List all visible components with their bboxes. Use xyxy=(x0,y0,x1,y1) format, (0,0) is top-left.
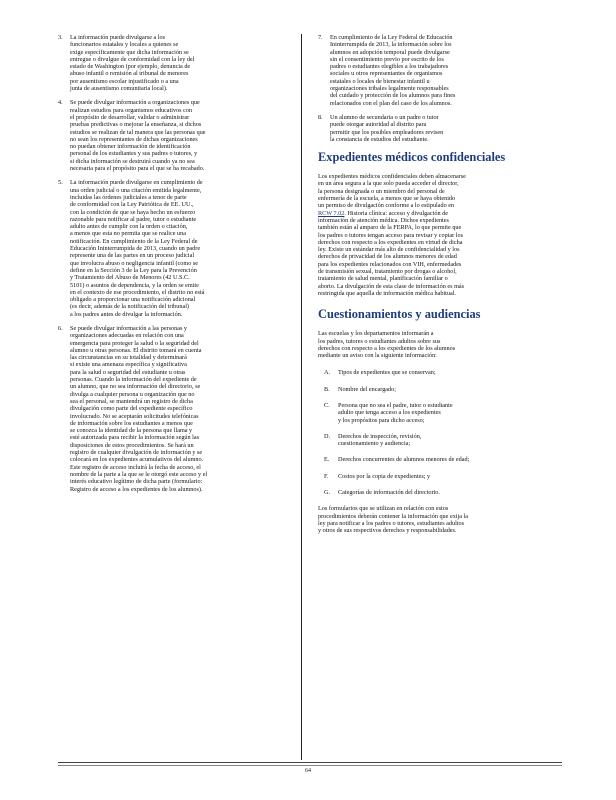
text-line: los padres o tutores tengan acceso para revisar y copiar los xyxy=(318,231,464,239)
text-line: y otros de sus respectivos derechos y responsabilidades. xyxy=(318,527,457,535)
lettered-item-text xyxy=(338,402,562,424)
text-line: ley para notificar a los padres o tutores, estudiantes adultos xyxy=(318,519,465,527)
text-line: derechos de privacidad de los alumnos menores de edad xyxy=(318,253,457,261)
text-line: a menos que esta no permita que se realice una xyxy=(70,230,186,238)
lettered-item-marker: E. xyxy=(324,456,330,464)
text-line: Se puede divulgar información a organizaciones que xyxy=(70,99,200,107)
text-line: aborto. La divulgación de esta clase de información es más xyxy=(318,282,465,290)
text-line: Educación Ininterrumpida de 2013, cuando un padre xyxy=(70,245,201,253)
text-line: sea el personal, se mantendrá un registro de dicha xyxy=(70,397,193,405)
text-line: en el contexto de ese procedimiento, el distrito no está xyxy=(70,288,205,296)
text-line: Los formularios que se utilizan en relación con estos xyxy=(318,505,449,513)
text-line: razonable para notificar al padre, tutor o estudiante xyxy=(70,215,197,223)
numbered-item xyxy=(58,325,286,493)
text-line: personas. Cuando la información del expediente de xyxy=(70,376,197,384)
text-line: relacionados con el plan del caso de los alumnos. xyxy=(330,99,452,107)
text-line: y los propósitos para dicho acceso; xyxy=(338,416,425,424)
text-line: sin el consentimiento previo por escrito de los xyxy=(330,55,444,63)
numbered-item-text xyxy=(70,325,286,493)
text-line: a los padres antes de divulgar la información. xyxy=(70,310,183,318)
text-line: derechos con respecto a los expedientes de los alumnos xyxy=(318,344,456,352)
lettered-item xyxy=(324,433,562,448)
numbered-item-marker: 8. xyxy=(318,113,323,121)
text-line: ley. Existe un estándar más alto de confidencialidad y los xyxy=(318,246,460,254)
text-line: exige específicamente que dicha información se xyxy=(70,48,189,56)
text-line: estado de Washington (por ejemplo, denuncia de xyxy=(70,63,191,71)
text-line: Registro de acceso a los expedientes de los alumnos). xyxy=(70,485,203,493)
medical-records-paragraph xyxy=(318,173,562,297)
numbered-item-marker: 6. xyxy=(58,324,63,332)
text-line: represente una de las partes en un proceso judicial xyxy=(70,252,195,260)
text-line: alumno u otras personas. El distrito tomará en cuenta xyxy=(70,346,202,354)
text-line: colocará en los expedientes acumulativos del alumno. xyxy=(70,456,204,464)
lettered-item-text xyxy=(338,473,562,480)
text-line: no puedan obtener información de identificación xyxy=(70,143,191,151)
text-line: incluidas las órdenes judiciales a tenor de parte xyxy=(70,193,187,201)
text-line: de conformidad con la Ley Patriótica de EE. UU., xyxy=(70,201,194,209)
text-line: padres o estudiantes elegibles a los trabajadores xyxy=(330,63,449,71)
text-line: restringida que aquella de información médica habitual. xyxy=(318,289,456,297)
text-line: obligado a proporcionar una notificación adicional xyxy=(70,296,196,304)
text-line: Nombre del encargado; xyxy=(338,385,396,393)
text-line: 5101) o asuntos de dependencia, y la orden se emite xyxy=(70,281,199,289)
section-heading-hearings: Cuestionamientos y audiencias xyxy=(318,307,481,322)
text-line: esté autorizada para recibir la información según las xyxy=(70,434,200,442)
text-line: realizan estudios para organismos educativos con xyxy=(70,106,193,114)
section-heading-medical-records: Expedientes médicos confidenciales xyxy=(318,150,506,165)
medical-link-line xyxy=(318,210,562,217)
text-line: enfermería de la escuela, a menos que se haya obtenido xyxy=(318,195,456,203)
text-line: alumnos en adopción temporal puede divulgarse xyxy=(330,48,450,56)
text-line: las circunstancias en su totalidad y determinará xyxy=(70,354,187,362)
text-line: un alumno, que no sea información del directorio, se xyxy=(70,383,201,391)
text-line: pruebas predictivas o mejorar la enseñanza, si dichos xyxy=(70,121,202,129)
text-line: divulga a cualquier persona u organización que no xyxy=(70,390,195,398)
text-line: Un alumno de secundaria o un padre o tutor xyxy=(330,113,439,121)
text-line: con la condición de que se haya hecho un esfuerzo xyxy=(70,208,196,216)
text-line: estudios se realizan de tal manera que las personas que xyxy=(70,128,206,136)
column-divider xyxy=(301,34,302,760)
text-line: En cumplimiento de la Ley Federal de Educación xyxy=(330,34,453,41)
numbered-item-marker: 4. xyxy=(58,99,63,107)
text-line: personal de los estudiantes y sus padres o tutores, y xyxy=(70,150,198,158)
numbered-item xyxy=(58,99,286,172)
lettered-item-marker: F. xyxy=(324,472,329,480)
text-line: Derechos concurrentes de alumnos menores de edad; xyxy=(338,456,470,464)
text-line: los padres, tutores o estudiantes adultos sobre sus xyxy=(318,337,441,345)
text-line: Las escuelas y los departamentos informarán a xyxy=(318,330,434,338)
left-column xyxy=(58,34,286,500)
text-line: (es decir, además de la notificación del tribunal) xyxy=(70,303,189,311)
text-line: una orden judicial o una citación emitida legalmente, xyxy=(70,186,202,194)
text-line: Tipos de expedientes que se conservan; xyxy=(338,369,436,377)
numbered-item xyxy=(58,34,286,92)
hearings-lettered-list xyxy=(324,369,562,496)
lettered-item xyxy=(324,369,562,376)
text-line: divulgación como parte del expediente específico xyxy=(70,405,193,413)
rcw-link[interactable]: RCW 7.02 xyxy=(318,209,345,217)
text-line: mediante un aviso con la siguiente información: xyxy=(318,352,437,360)
text-line: también están al amparo de la FERPA, lo que permite que xyxy=(318,224,462,232)
text-line: interés educativo legítimo de dicha parte (formulario: xyxy=(70,478,203,486)
medical-link-after-text: . Historia clínica: acceso y divulgación de xyxy=(344,209,448,217)
lettered-item-text xyxy=(338,369,562,376)
text-line: si existe una amenaza específica y significativa xyxy=(70,361,187,369)
medical-text-after-link xyxy=(318,217,562,297)
text-line: involucrado. No se aceptarán solicitudes telefónicas xyxy=(70,412,199,420)
text-line: Categorías de información del directorio. xyxy=(338,489,440,497)
text-line: el propósito de desarrollar, validar o administrar xyxy=(70,113,190,121)
text-line: define en la Sección 3 de la Ley para la Prevención xyxy=(70,266,197,274)
lettered-item xyxy=(324,456,562,463)
numbered-item xyxy=(58,179,286,318)
text-line: un permiso de divulgación conforme a lo estipulado en xyxy=(318,202,455,210)
text-line: La información puede divulgarse a los xyxy=(70,34,166,41)
text-line: adulto antes de cumplir con la orden o citación, xyxy=(70,223,188,231)
text-line: la persona designada o un miembro del personal de xyxy=(318,187,445,195)
text-line: y Tratamiento del Abuso de Menores (42 U.S.C. xyxy=(70,274,190,282)
text-line: procedimientos deberán contener la información que exija la xyxy=(318,512,468,520)
lettered-item-marker: G. xyxy=(324,489,331,497)
lettered-item-marker: A. xyxy=(324,369,331,377)
text-line: sociales u otros representantes de organismos xyxy=(330,70,443,78)
text-line: La información puede divulgarse en cumplimiento de xyxy=(70,179,203,187)
text-line: puede otorgar autoridad al distrito para xyxy=(330,121,427,129)
right-column xyxy=(318,34,562,545)
text-line: no sean los representantes de dichas organizaciones xyxy=(70,135,198,143)
text-line: junta de ausentismo comunitaria local). xyxy=(70,85,168,93)
text-line: nombre de la parte a la que se le otorgó este acceso y el xyxy=(70,470,208,478)
page-number: 64 xyxy=(305,768,311,774)
lettered-item xyxy=(324,489,562,496)
numbered-item-marker: 7. xyxy=(318,34,323,41)
numbered-item-text xyxy=(330,114,562,143)
lettered-item-marker: D. xyxy=(324,432,331,440)
text-line: si dicha información se destruirá cuando ya no sea xyxy=(70,157,195,165)
footer-rule xyxy=(58,762,562,763)
lettered-item-text xyxy=(338,489,562,496)
text-line: en un área segura a la que solo pueda acceder el director, xyxy=(318,180,459,188)
text-line: Este registro de acceso incluirá la fecha de acceso, el xyxy=(70,463,201,471)
lettered-item-text xyxy=(338,456,562,463)
text-line: organizaciones adecuadas en relación con una xyxy=(70,332,184,340)
text-line: adulto que tenga acceso a los expedientes xyxy=(338,409,441,417)
text-line: Los expedientes médicos confidenciales deben almacenarse xyxy=(318,173,466,181)
text-line: Costos por la copia de expedientes; y xyxy=(338,472,431,480)
text-line: estatales o locales de bienestar infantil u xyxy=(330,77,430,85)
text-line: para la salud o seguridad del estudiante u otras xyxy=(70,368,186,376)
text-line: permitir que los posibles empleadores revisen xyxy=(330,128,444,136)
text-line: se conozca la identidad de la persona que llama y xyxy=(70,427,193,435)
lettered-item xyxy=(324,386,562,393)
numbered-item xyxy=(318,34,562,107)
lettered-item-marker: C. xyxy=(324,401,330,409)
text-line: entregue o divulgue de conformidad con la ley del xyxy=(70,55,195,63)
text-line: por ausentismo escolar injustificado o a una xyxy=(70,77,179,85)
text-line: derechos con respecto a los expedientes en virtud de dicha xyxy=(318,238,463,246)
medical-text-before-link xyxy=(318,173,562,209)
text-line: disposiciones de estos procedimientos. Se hará un xyxy=(70,441,194,449)
text-line: organizaciones tribales legalmente responsables xyxy=(330,85,449,93)
text-line: del cuidado y protección de los alumnos para fines xyxy=(330,92,456,100)
text-line: cuestionamiento y audiencia; xyxy=(338,440,411,448)
text-line: para los expedientes relacionados con VIH, enfermedades xyxy=(318,260,462,268)
text-line: la constancia de estudios del estudiante. xyxy=(330,135,429,143)
footer-rule-thin xyxy=(58,765,562,766)
text-line: información de atención médica. Dichos expedientes xyxy=(318,216,449,224)
lettered-item-marker: B. xyxy=(324,385,330,393)
text-line: que involucra abuso o negligencia infantil (como se xyxy=(70,259,199,267)
text-line: notificación. En cumplimiento de la Ley Federal de xyxy=(70,237,198,245)
numbered-item xyxy=(318,114,562,143)
lettered-item-text xyxy=(338,386,562,393)
numbered-item-text xyxy=(70,179,286,318)
text-line: necesaria para el propósito para el que se ha recabado. xyxy=(70,165,205,173)
text-line: abuso infantil o remisión al tribunal de menores xyxy=(70,70,189,78)
lettered-item xyxy=(324,402,562,424)
text-line: tratamiento de salud mental, planificación familiar o xyxy=(318,275,448,283)
text-line: Persona que no sea el padre, tutor o estudiante xyxy=(338,401,453,409)
text-line: Se puede divulgar información a las personas y xyxy=(70,324,188,332)
numbered-item-marker: 3. xyxy=(58,34,63,41)
hearings-intro-paragraph xyxy=(318,330,562,359)
text-line: funcionarios estatales y locales a quienes se xyxy=(70,41,179,49)
numbered-item-marker: 5. xyxy=(58,179,63,187)
text-line: Derechos de inspección, revisión, xyxy=(338,432,422,440)
text-line: de transmisión sexual, tratamiento por drogas o alcohol, xyxy=(318,268,457,276)
lettered-item-text xyxy=(338,433,562,448)
lettered-item xyxy=(324,473,562,480)
text-line: emergencia para proteger la salud o la seguridad del xyxy=(70,339,199,347)
numbered-item-text xyxy=(70,99,286,172)
text-line: Ininterrumpida de 2013, la información sobre los xyxy=(330,41,452,49)
hearings-outro-paragraph xyxy=(318,505,562,534)
right-numbered-list xyxy=(318,34,562,143)
numbered-item-text xyxy=(70,34,286,92)
numbered-item-text xyxy=(330,34,562,107)
text-line: registro de cualquier divulgación de información y se xyxy=(70,449,203,457)
text-line: de información sobre los estudiantes a menos que xyxy=(70,419,193,427)
